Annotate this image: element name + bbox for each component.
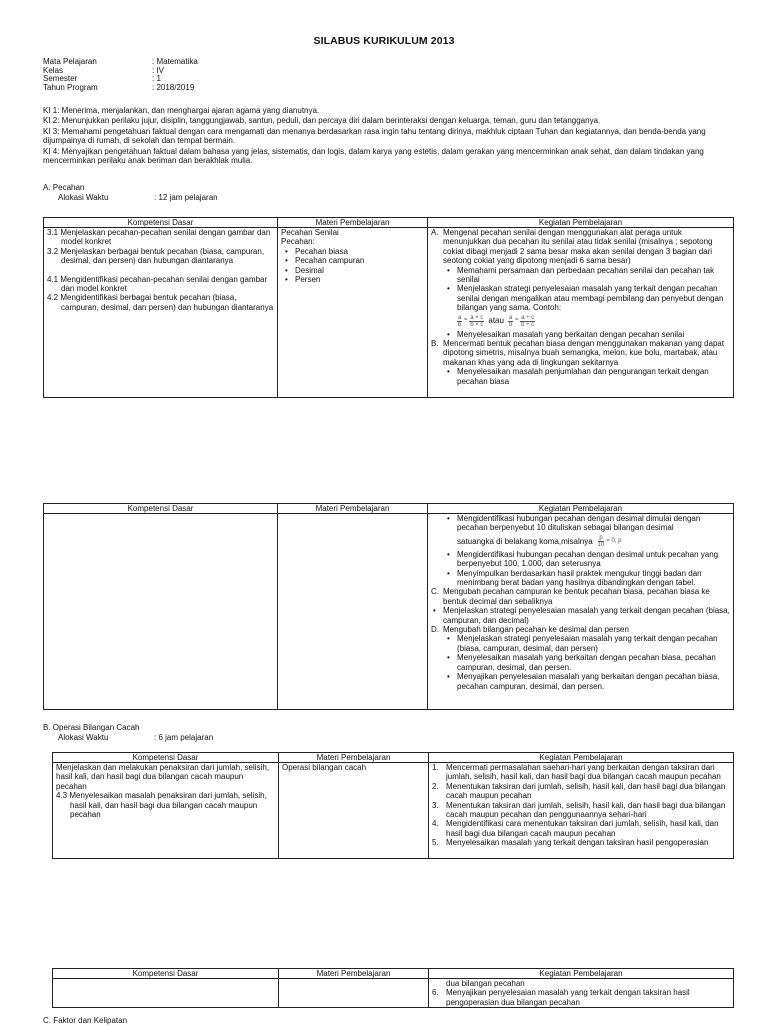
meta-value: : 2018/2019	[152, 82, 195, 92]
kd-cell	[53, 979, 279, 1008]
kegiatan-b-list	[431, 367, 730, 386]
list-item: • Menyimpulkan berdasarkan hasil praktek mengukur tinggi badan dan menimbang berat badan yang hasilnya dibandingkan dengan tabel.	[457, 569, 730, 588]
meta-block	[43, 58, 198, 92]
fraction: $\frac{a \div c}{b \div c}$	[521, 314, 535, 328]
table-row	[44, 228, 734, 398]
table-header-row	[44, 504, 734, 514]
kd-item: 3.1 Menjelaskan pecahan-pecahan senilai dengan gambar dan model konkret	[47, 228, 271, 247]
section-label: A. Pecahan	[43, 183, 85, 192]
formula-line: $\frac{a}{b}$ = $\frac{a \times c}{b \times c}$ atau $\frac{a}{b}$ = $\frac{a \div c}{b \div c}$	[458, 314, 535, 328]
meta-key: Tahun Program	[43, 82, 98, 92]
list-item: • Menyajikan penyelesaian masalah yang berkaitan dengan pecahan biasa, pecahan campuran, desimal, dan persen.	[457, 672, 730, 691]
alokasi-key: Alokasi Waktu	[58, 192, 109, 202]
table-pecahan-continued	[43, 503, 734, 710]
kegiatan-text: Mengubah bilangan pecahan ke desimal dan persen	[443, 625, 629, 635]
table-header-row	[44, 218, 734, 228]
materi-cell	[278, 228, 428, 398]
kompetensi-inti	[43, 106, 733, 166]
list-item: • Mengidentifikasi hubungan pecahan dengan desimal dimulai dengan pecahan berpenyebut 10 dituliskan sebagai bilangan desimal	[457, 514, 730, 533]
kegiatan-a-list-2	[431, 330, 730, 339]
letter-label: C.	[431, 587, 439, 597]
alokasi-row	[43, 733, 213, 743]
table-row	[53, 763, 734, 859]
table-operasi-bilangan	[52, 752, 734, 859]
kegiatan-d	[431, 625, 730, 634]
section-b-heading	[43, 723, 213, 742]
kd-cell	[44, 228, 278, 398]
alokasi-value: : 6 jam pelajaran	[154, 732, 214, 742]
section-label: B. Operasi Bilangan Cacah	[43, 723, 140, 732]
kegiatan-list	[431, 606, 730, 625]
meta-value: : IV	[152, 65, 165, 75]
list-item: • Pecahan campuran	[295, 256, 424, 265]
header-kompetensi-dasar: Kompetensi Dasar	[53, 969, 279, 979]
header-materi: Materi Pembelajaran	[278, 218, 428, 228]
kegiatan-numbered: 5. Menyelesaikan masalah yang terkait dengan taksiran hasil pengoperasian	[432, 838, 709, 848]
kd-cell	[53, 763, 279, 859]
atau-text: atau	[488, 316, 504, 326]
fraction: $\frac{a}{b}$	[508, 314, 513, 328]
list-item: • Mengidentifikasi hubungan pecahan dengan desimal untuk pecahan yang berpenyebut 100, 1.000, dan seterusnya	[457, 550, 730, 569]
header-kegiatan: Kegiatan Pembelajaran	[428, 504, 734, 514]
kegiatan-b	[431, 339, 730, 367]
list-item: • Menyelesaikan masalah yang berkaitan dengan pecahan biasa, pecahan campuran, desimal, dan persen.	[457, 653, 730, 672]
materi-title: Operasi bilangan cacah	[282, 763, 367, 772]
header-kompetensi-dasar: Kompetensi Dasar	[53, 753, 279, 763]
table-row	[53, 979, 734, 1008]
table-operasi-continued	[52, 968, 734, 1008]
kd-item: 3.2 Menjelaskan berbagai bentuk pecahan (biasa, campuran, desimal, dan persen) dan hubungan diantaranya	[47, 246, 265, 266]
fraction: $\frac{p}{10}$	[597, 534, 605, 548]
kegiatan-text: Mengubah pecahan campuran ke bentuk pecahan biasa, pecahan biasa ke bentuk decimal dan sebaliknya	[443, 587, 710, 606]
materi-title: Pecahan Senilai	[281, 228, 339, 237]
materi-list	[281, 247, 424, 285]
list-item: • Pecahan biasa	[295, 247, 424, 256]
kd-item: Menjelaskan dan melakukan penaksiran dari jumlah, selisih, hasil kali, dan hasil bagi dua bilangan cacah maupun pecahan	[56, 763, 270, 791]
section-label: C. Faktor dan Kelipatan	[43, 1016, 128, 1025]
fraction: $\frac{a \times c}{b \times c}$	[470, 314, 484, 328]
kegiatan-cell	[429, 979, 734, 1008]
kegiatan-cell	[429, 763, 734, 859]
page-title: SILABUS KURIKULUM 2013	[313, 35, 455, 47]
header-kegiatan: Kegiatan Pembelajaran	[429, 753, 734, 763]
list-item: • Menyelesaikan masalah penjumlahan dan pengurangan terkait dengan pecahan biasa	[457, 367, 730, 386]
kegiatan-c	[431, 587, 730, 606]
list-item: • Persen	[295, 275, 424, 284]
kd-item: 4.3 Menyelesaikan masalah penaksiran dari jumlah, selisih, hasil kali, dan hasil bagi dua bilangan cacah maupun pecahan	[56, 791, 267, 820]
fraction: $\frac{a}{b}$	[458, 314, 462, 328]
kegiatan-numbered: 4. Mengidentifikasi cara menentukan taksiran dari jumlah, selisih, hasil kali, dan hasil bagi dua bilangan cacah maupun pecahan	[432, 819, 719, 838]
alokasi-row	[43, 193, 218, 203]
meta-value: : 1	[152, 74, 161, 84]
satuangka-text: satuangka di belakang koma,misalnya	[457, 536, 593, 546]
materi-cell	[279, 979, 429, 1008]
ki-2: KI 2: Menunjukkan perilaku jujur, disiplin, tanggungjawab, santun, peduli, dan percaya diri dalam berinteraksi dengan keluarga, teman, guru dan tetangganya.	[43, 116, 601, 126]
letter-label: B.	[431, 339, 439, 349]
meta-value: : Matematika	[152, 57, 198, 66]
header-kompetensi-dasar: Kompetensi Dasar	[44, 218, 278, 228]
letter-label: D.	[431, 625, 439, 635]
kd-item: 4.2 Mengidentifikasi berbagai bentuk pecahan (biasa, campuran, desimal, dan persen) dan hubungan diantaranya	[47, 293, 274, 312]
kegiatan-text: Mengenal pecahan senilai dengan menggunakan alat peraga untuk menunjukkan dua pecahan itu senilai atau tidak senilai (misalnya ; sepotong cokiat dibagi menjadi 2 sama besar maka akan senilai dengan 3 bagian dari seotong cokiat yang dipotong menjadi 6 sama besar)	[443, 228, 713, 266]
list-item: • Menjelaskan strategi penyelesaian masalah yang terkait dengan pecahan senilai dengan mengalikan atau membagi pembilang dan penyebut dengan bilangan yang sama. Contoh:	[457, 284, 730, 312]
materi-cell	[278, 514, 428, 710]
table-pecahan	[43, 217, 734, 398]
kegiatan-numbered: 3. Menentukan taksiran dari jumlah, selisih, hasil kali, dan hasil bagi dua bilangan cacah maupun pecahan dan penggunaannya sehari-hari	[432, 800, 726, 820]
list-item: • Menjelaskan strategi penyelesaian masalah yang terkait dengan pecahan (biasa, campuran, dan decimal)	[443, 606, 730, 625]
kegiatan-numbered: 2. Menentukan taksiran dari jumlah, selisih, hasil kali, dan hasil bagi dua bilangan cacah maupun pecahan	[432, 781, 726, 801]
kegiatan-a	[431, 228, 730, 266]
kegiatan-text: Mencermati bentuk pecahan biasa dengan menggunakan makanan yang dapat dipotong simetris, misalnya buah semangka, melon, kue bolu, martabak, atau makanan khas yang ada di lingkungan sekitarnya	[443, 339, 725, 367]
list-item: • Menyelesaikan masalah yang berkaitan dengan pecahan senilai	[457, 330, 730, 339]
list-item: • Memahami persamaan dan perbedaan pecahan senilai dan pecahan tak senilai	[457, 266, 730, 285]
meta-row	[43, 58, 198, 67]
meta-key: Kelas	[43, 65, 64, 75]
alokasi-key: Alokasi Waktu	[58, 732, 109, 742]
kegiatan-list	[431, 514, 730, 533]
header-kompetensi-dasar: Kompetensi Dasar	[44, 504, 278, 514]
materi-cell	[279, 763, 429, 859]
formula-line	[431, 533, 730, 550]
alokasi-value: : 12 jam pelajaran	[154, 192, 218, 202]
kegiatan-cell	[428, 228, 734, 398]
kegiatan-numbered: 6. Menyajikan penyelesaian masalah yang terkait dengan taksiran hasil pengoperasian dua bilangan pecahan	[432, 988, 690, 1007]
kegiatan-cell	[428, 514, 734, 710]
section-c-heading	[43, 1016, 127, 1026]
formula-eq: = 0, p	[606, 537, 622, 544]
kegiatan-a-list	[431, 266, 730, 313]
table-header-row	[53, 969, 734, 979]
meta-key: Mata Pelajaran	[43, 57, 97, 66]
list-item: • Desimal	[295, 266, 424, 275]
header-materi: Materi Pembelajaran	[278, 504, 428, 514]
ki-4: KI 4: Menyajikan pengetahuan faktual dalam bahasa yang jelas, sistematis, dan logis, dalam karya yang estetis, dalam gerakan yang mencerminkan anak sehat, dan dalam tindakan yang mencerminkan perilaku anak beriman dan berakhlak mulia.	[43, 146, 704, 166]
kegiatan-numbered: 1. Mencermati permasalahan saehari-hari yang berkaitan dengan taksiran dari jumlah, selisih, hasil kali, dan hasil bagi dua bilangan cacah maupun pecahan	[432, 763, 721, 782]
materi-sub: Pecahan:	[281, 237, 315, 247]
section-a-heading	[43, 183, 218, 202]
meta-row	[43, 84, 198, 93]
kd-cell	[44, 514, 278, 710]
kegiatan-list	[431, 550, 730, 588]
ki-1: KI 1: Menerima, menjalankan, dan menghargai ajaran agama yang dianutnya.	[43, 106, 320, 115]
kegiatan-list	[431, 634, 730, 690]
header-materi: Materi Pembelajaran	[279, 753, 429, 763]
kegiatan-continuation: dua bilangan pecahan	[446, 979, 525, 988]
meta-key: Semester	[43, 74, 78, 84]
header-kegiatan: Kegiatan Pembelajaran	[429, 969, 734, 979]
letter-label: A.	[431, 228, 439, 237]
kd-item: 4.1 Mengidentifikasi pecahan-pecahan senilai dengan gambar dan model konkret	[47, 274, 268, 294]
header-materi: Materi Pembelajaran	[279, 969, 429, 979]
table-row	[44, 514, 734, 710]
table-header-row	[53, 753, 734, 763]
header-kegiatan: Kegiatan Pembelajaran	[428, 218, 734, 228]
list-item: • Menjelaskan strategi penyelesaian masalah yang terkait dengan pecahan (biasa, campuran, desimal, dan persen)	[457, 634, 730, 653]
ki-3: KI 3: Memahami pengetahuan faktual dengan cara mengamati dan menanya berdasarkan rasa ingin tahu tentang dirinya, makhluk ciptaan Tuhan dan kegiatannya, dan benda-benda yang dijumpainya di rumah, di sekolah dan tempat bermain.	[43, 126, 706, 146]
